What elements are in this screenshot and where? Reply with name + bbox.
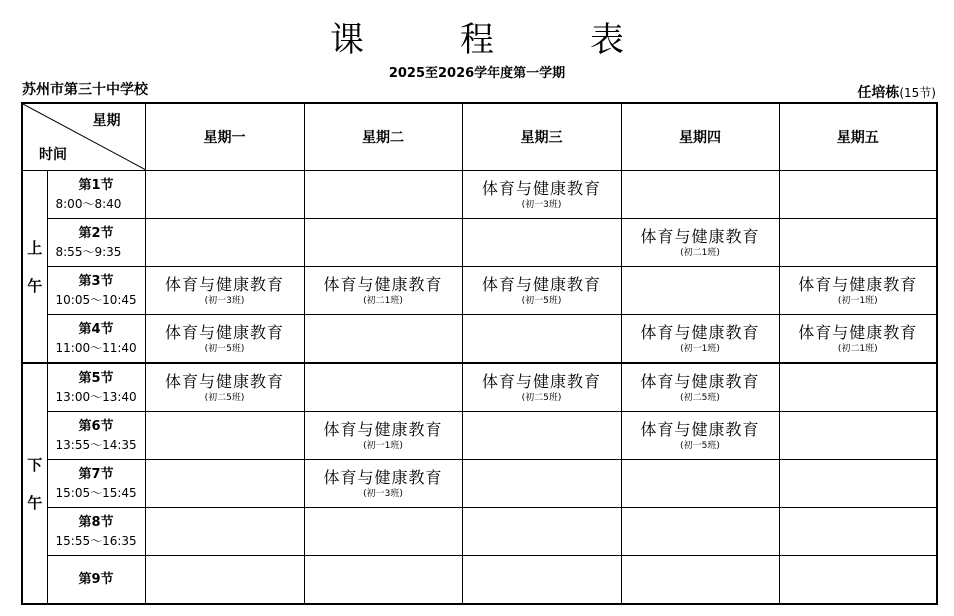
period-number: 第5节	[78, 370, 114, 386]
period-row	[22, 508, 937, 556]
period-time: 13:55～14:35	[55, 437, 137, 452]
schedule-cell	[779, 267, 937, 315]
half-day-char: 上	[27, 238, 43, 257]
period-number: 第3节	[78, 273, 114, 289]
schedule-cell	[621, 315, 779, 364]
period-number: 第4节	[78, 321, 114, 337]
course-name: 体育与健康教育	[640, 226, 760, 246]
course-name: 体育与健康教育	[164, 371, 284, 391]
schedule-cell	[145, 412, 304, 460]
title-char: 程	[460, 20, 494, 60]
period-row	[22, 412, 937, 460]
school-name: 苏州市第三十中学校	[22, 82, 148, 98]
day-header: 星期三	[462, 103, 621, 171]
class-name: (初一5班)	[521, 295, 562, 306]
period-row	[22, 556, 937, 605]
day-header: 星期五	[779, 103, 937, 171]
period-time: 15:05～15:45	[55, 485, 137, 500]
class-name: (初一3班)	[363, 488, 403, 499]
schedule-cell	[779, 412, 937, 460]
schedule-cell	[462, 412, 621, 460]
schedule-cell	[779, 219, 937, 267]
period-time: 10:05～10:45	[55, 292, 137, 307]
schedule-cell	[779, 315, 937, 364]
period-cell	[47, 219, 145, 267]
corner-week-label: 星期	[92, 113, 121, 129]
schedule-cell	[145, 315, 304, 364]
period-cell	[47, 363, 145, 412]
morning-label	[22, 171, 47, 364]
schedule-cell	[779, 556, 937, 605]
course-name: 体育与健康教育	[481, 178, 601, 198]
schedule-cell	[462, 171, 621, 219]
half-day-char: 午	[27, 276, 43, 295]
period-time: 8:55～9:35	[55, 244, 122, 259]
schedule-cell	[462, 556, 621, 605]
period-time: 13:00～13:40	[55, 389, 137, 404]
schedule-cell	[462, 508, 621, 556]
day-header: 星期一	[145, 103, 304, 171]
teacher-name: 任培栋	[857, 85, 900, 101]
course-name: 体育与健康教育	[323, 419, 443, 439]
course-name: 体育与健康教育	[164, 274, 284, 294]
class-name: (初二1班)	[837, 343, 878, 354]
period-cell	[47, 412, 145, 460]
period-cell	[47, 267, 145, 315]
period-row	[22, 219, 937, 267]
page-title	[0, 12, 954, 61]
schedule-cell	[621, 508, 779, 556]
schedule-cell	[304, 460, 462, 508]
teacher-info	[857, 82, 936, 102]
course-name: 体育与健康教育	[323, 274, 443, 294]
schedule-cell	[462, 363, 621, 412]
course-name: 体育与健康教育	[798, 274, 918, 294]
corner-cell	[22, 103, 145, 171]
class-name: (初二1班)	[363, 295, 403, 306]
class-name: (初一1班)	[363, 440, 403, 451]
schedule-cell	[304, 412, 462, 460]
course-name: 体育与健康教育	[640, 322, 760, 342]
schedule-cell	[462, 267, 621, 315]
schedule-cell	[779, 171, 937, 219]
period-row	[22, 460, 937, 508]
schedule-cell	[779, 508, 937, 556]
schedule-cell	[462, 219, 621, 267]
schedule-cell	[779, 460, 937, 508]
title-char: 课	[330, 20, 364, 60]
schedule-cell	[621, 171, 779, 219]
schedule-cell	[145, 508, 304, 556]
period-row	[22, 315, 937, 364]
class-name: (初一3班)	[204, 295, 245, 306]
period-row	[22, 171, 937, 219]
half-day-char: 午	[27, 493, 43, 512]
period-cell	[47, 508, 145, 556]
period-time: 15:55～16:35	[55, 533, 137, 548]
class-name: (初一1班)	[837, 295, 878, 306]
period-number: 第2节	[78, 225, 114, 241]
class-name: (初一1班)	[680, 343, 720, 354]
class-name: (初二1班)	[680, 247, 720, 258]
class-name: (初二5班)	[521, 392, 562, 403]
course-name: 体育与健康教育	[481, 274, 601, 294]
schedule-cell	[621, 412, 779, 460]
schedule-cell	[621, 363, 779, 412]
corner-time-label: 时间	[39, 147, 67, 163]
schedule-cell	[304, 363, 462, 412]
schedule-cell	[462, 460, 621, 508]
day-header: 星期二	[304, 103, 462, 171]
afternoon-label	[22, 363, 47, 604]
course-name: 体育与健康教育	[640, 419, 760, 439]
period-row	[22, 363, 937, 412]
schedule-cell	[145, 171, 304, 219]
course-name: 体育与健康教育	[481, 371, 601, 391]
period-number: 第9节	[78, 571, 114, 587]
class-name: (初一3班)	[521, 199, 562, 210]
class-name: (初一5班)	[204, 343, 245, 354]
class-name: (初一5班)	[680, 440, 720, 451]
period-cell	[47, 171, 145, 219]
schedule-cell	[621, 460, 779, 508]
course-name: 体育与健康教育	[323, 467, 443, 487]
schedule-cell	[145, 363, 304, 412]
period-time: 11:00～11:40	[55, 340, 137, 355]
schedule-cell	[304, 267, 462, 315]
schedule-cell	[621, 267, 779, 315]
period-row	[22, 267, 937, 315]
schedule-cell	[304, 508, 462, 556]
period-cell	[47, 556, 145, 605]
schedule-cell	[462, 315, 621, 364]
schedule-cell	[304, 171, 462, 219]
course-name: 体育与健康教育	[164, 322, 284, 342]
title-char: 表	[590, 20, 624, 60]
schedule-cell	[145, 460, 304, 508]
teacher-period-count: (15节)	[899, 86, 936, 100]
schedule-cell	[621, 556, 779, 605]
schedule-cell	[304, 556, 462, 605]
schedule-cell	[145, 556, 304, 605]
period-cell	[47, 315, 145, 364]
term-label: 2025至2026学年度第一学期	[388, 66, 566, 81]
schedule-table	[21, 102, 938, 605]
course-name: 体育与健康教育	[640, 371, 760, 391]
period-number: 第1节	[78, 177, 114, 193]
schedule-cell	[779, 363, 937, 412]
half-day-char: 下	[27, 455, 43, 474]
period-number: 第6节	[78, 418, 114, 434]
class-name: (初二5班)	[204, 392, 245, 403]
day-header: 星期四	[621, 103, 779, 171]
period-number: 第8节	[78, 514, 114, 530]
schedule-cell	[304, 315, 462, 364]
period-number: 第7节	[78, 466, 114, 482]
class-name: (初二5班)	[680, 392, 720, 403]
course-name: 体育与健康教育	[798, 322, 918, 342]
schedule-cell	[145, 219, 304, 267]
period-cell	[47, 460, 145, 508]
period-time: 8:00～8:40	[55, 196, 122, 211]
schedule-cell	[145, 267, 304, 315]
schedule-cell	[621, 219, 779, 267]
schedule-cell	[304, 219, 462, 267]
